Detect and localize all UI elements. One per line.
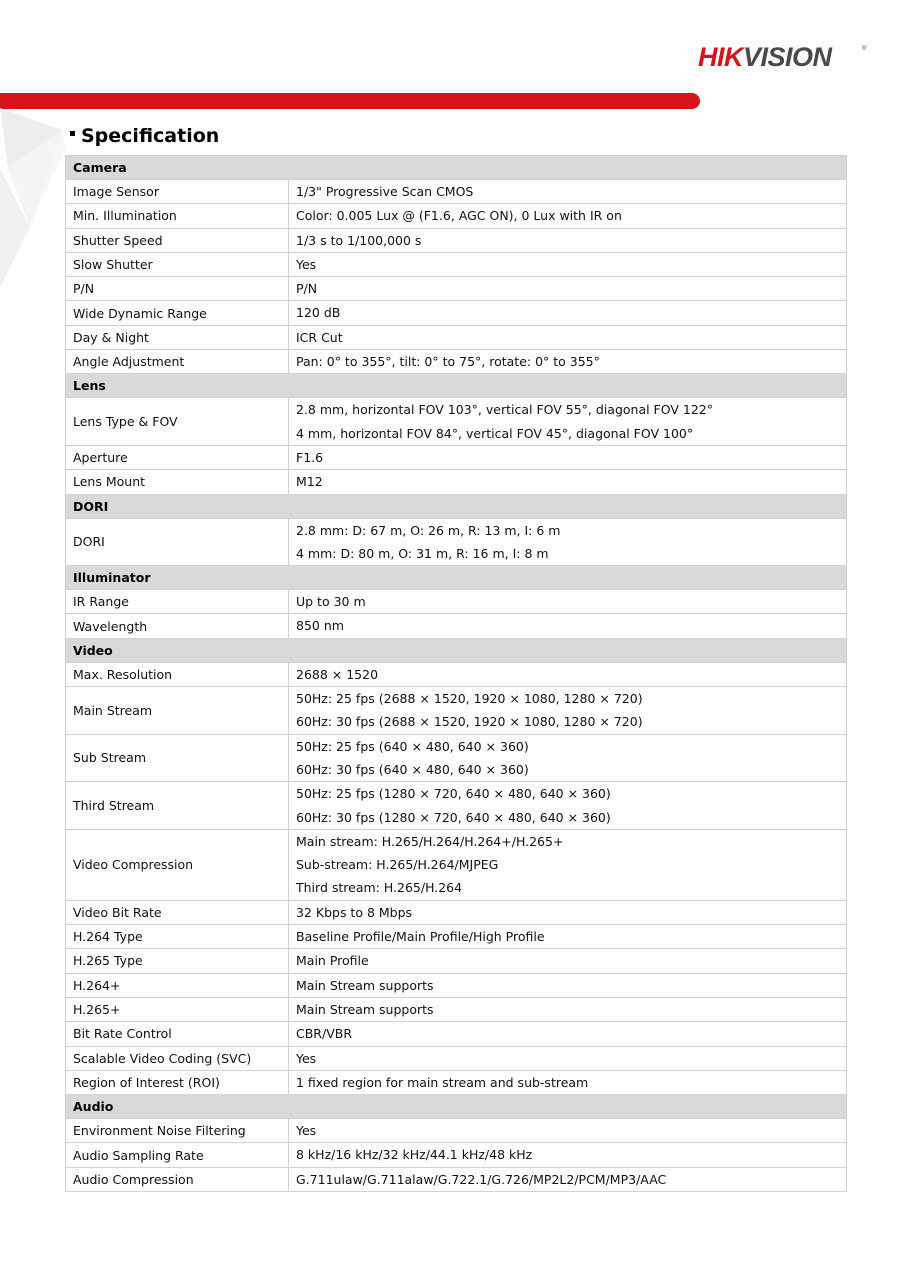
spec-row (66, 228, 847, 252)
spec-row (66, 662, 847, 686)
group-header: DORI (66, 494, 847, 518)
spec-value (289, 973, 847, 997)
spec-value (289, 518, 847, 566)
spec-value (289, 204, 847, 228)
spec-value (289, 614, 847, 638)
spec-label: Min. Illumination (66, 204, 289, 228)
spec-value-line: P/N (296, 281, 318, 297)
group-header: Camera (66, 156, 847, 180)
spec-label: Max. Resolution (66, 662, 289, 686)
spec-label: DORI (66, 518, 289, 566)
spec-row (66, 1119, 847, 1143)
spec-row (66, 1022, 847, 1046)
spec-value-line: 4 mm, horizontal FOV 84°, vertical FOV 45°, diagonal FOV 100° (296, 425, 694, 441)
spec-row (66, 973, 847, 997)
spec-value-line: 2.8 mm: D: 67 m, O: 26 m, R: 13 m, I: 6 m (296, 522, 561, 538)
spec-row (66, 997, 847, 1021)
spec-label: Main Stream (66, 687, 289, 735)
spec-value-line: G.711ulaw/G.711alaw/G.722.1/G.726/MP2L2/PCM/MP3/AAC (296, 1171, 667, 1187)
group-header-row (66, 566, 847, 590)
spec-value-line: Main stream: H.265/H.264/H.264+/H.265+ (296, 833, 564, 849)
spec-value-line: 1/3 s to 1/100,000 s (296, 232, 422, 248)
spec-value-line: 60Hz: 30 fps (2688 × 1520, 1920 × 1080, 1280 × 720) (296, 714, 643, 730)
spec-value-line: Up to 30 m (296, 594, 366, 610)
spec-label: Image Sensor (66, 180, 289, 204)
spec-value (289, 925, 847, 949)
spec-label: Angle Adjustment (66, 350, 289, 374)
spec-label: Scalable Video Coding (SVC) (66, 1046, 289, 1070)
spec-value-line: 120 dB (296, 305, 341, 321)
spec-value-line: 60Hz: 30 fps (1280 × 720, 640 × 480, 640 × 360) (296, 809, 611, 825)
spec-value (289, 1022, 847, 1046)
spec-row (66, 518, 847, 566)
spec-value-line: Yes (296, 1123, 317, 1139)
spec-row (66, 1143, 847, 1167)
group-header-row (66, 374, 847, 398)
spec-value-line: 50Hz: 25 fps (2688 × 1520, 1920 × 1080, 1280 × 720) (296, 691, 643, 707)
spec-value (289, 180, 847, 204)
spec-label: Wide Dynamic Range (66, 301, 289, 325)
spec-label: Third Stream (66, 782, 289, 830)
spec-row (66, 252, 847, 276)
spec-value-line: 1/3" Progressive Scan CMOS (296, 184, 474, 199)
spec-value (289, 398, 847, 446)
spec-value (289, 350, 847, 374)
svg-text:®: ® (862, 46, 867, 52)
spec-value-line: ICR Cut (296, 329, 343, 345)
spec-value (289, 252, 847, 276)
spec-row (66, 1070, 847, 1094)
spec-label: Lens Type & FOV (66, 398, 289, 446)
spec-row (66, 782, 847, 830)
spec-label: Lens Mount (66, 470, 289, 494)
spec-value-line: M12 (296, 474, 323, 490)
spec-value-line: 50Hz: 25 fps (640 × 480, 640 × 360) (296, 738, 529, 754)
spec-value (289, 1167, 847, 1191)
spec-value (289, 662, 847, 686)
spec-value-line: 4 mm: D: 80 m, O: 31 m, R: 16 m, I: 8 m (296, 545, 549, 561)
spec-label: Sub Stream (66, 734, 289, 782)
spec-row (66, 949, 847, 973)
spec-row (66, 277, 847, 301)
spec-label: Slow Shutter (66, 252, 289, 276)
spec-row (66, 900, 847, 924)
spec-row (66, 470, 847, 494)
spec-value-line: 2688 × 1520 (296, 666, 379, 682)
group-header: Video (66, 638, 847, 662)
spec-value-line: Main Stream supports (296, 977, 434, 993)
spec-row (66, 325, 847, 349)
spec-label: Video Bit Rate (66, 900, 289, 924)
spec-value-line: Pan: 0° to 355°, tilt: 0° to 75°, rotate: 0° to 355° (296, 354, 600, 370)
section-title (70, 122, 219, 150)
group-header-row (66, 494, 847, 518)
spec-value-line: Yes (296, 256, 317, 272)
spec-value-line: 50Hz: 25 fps (1280 × 720, 640 × 480, 640 × 360) (296, 786, 611, 802)
spec-row (66, 829, 847, 900)
spec-value-line: 8 kHz/16 kHz/32 kHz/44.1 kHz/48 kHz (296, 1147, 533, 1163)
svg-text:HIKVISION: HIKVISION (698, 42, 832, 72)
spec-label: Wavelength (66, 614, 289, 638)
spec-value-line: Third stream: H.265/H.264 (296, 880, 463, 896)
spec-label: Audio Sampling Rate (66, 1143, 289, 1167)
spec-value-line: Yes (296, 1050, 317, 1066)
spec-label: P/N (66, 277, 289, 301)
spec-value-line: 850 nm (296, 618, 344, 634)
spec-label: Shutter Speed (66, 228, 289, 252)
spec-value-line: F1.6 (296, 449, 324, 465)
spec-label: H.265 Type (66, 949, 289, 973)
spec-value-line: Main Profile (296, 953, 369, 969)
spec-row (66, 445, 847, 469)
spec-value-line: 1 fixed region for main stream and sub-stream (296, 1074, 589, 1090)
spec-value (289, 277, 847, 301)
group-header-row (66, 1095, 847, 1119)
spec-row (66, 1046, 847, 1070)
spec-value-line: Main Stream supports (296, 1001, 434, 1017)
spec-row (66, 301, 847, 325)
spec-value-line: 60Hz: 30 fps (640 × 480, 640 × 360) (296, 761, 529, 777)
spec-row (66, 350, 847, 374)
group-header: Illuminator (66, 566, 847, 590)
spec-row (66, 180, 847, 204)
section-title-text: Specification (81, 125, 220, 147)
spec-value (289, 1143, 847, 1167)
group-header-row (66, 156, 847, 180)
bullet-icon (70, 131, 75, 136)
spec-value (289, 301, 847, 325)
spec-label: Aperture (66, 445, 289, 469)
group-header: Lens (66, 374, 847, 398)
spec-value (289, 470, 847, 494)
spec-value (289, 445, 847, 469)
spec-value (289, 1046, 847, 1070)
spec-label: Bit Rate Control (66, 1022, 289, 1046)
watermark-graphic (0, 108, 70, 308)
group-header-row (66, 638, 847, 662)
group-header: Audio (66, 1095, 847, 1119)
spec-row (66, 687, 847, 735)
spec-label: Environment Noise Filtering (66, 1119, 289, 1143)
spec-value-line: Sub-stream: H.265/H.264/MJPEG (296, 857, 499, 873)
specification-table (65, 155, 847, 1192)
hikvision-logo (698, 40, 868, 72)
spec-value-line: 2.8 mm, horizontal FOV 103°, vertical FOV 55°, diagonal FOV 122° (296, 402, 713, 418)
spec-label: Audio Compression (66, 1167, 289, 1191)
spec-label: Region of Interest (ROI) (66, 1070, 289, 1094)
spec-value (289, 900, 847, 924)
spec-value-line: Color: 0.005 Lux @ (F1.6, AGC ON), 0 Lux with IR on (296, 208, 622, 224)
spec-label: H.264 Type (66, 925, 289, 949)
spec-value (289, 782, 847, 830)
spec-row (66, 590, 847, 614)
header-red-bar (0, 93, 700, 109)
spec-label: Day & Night (66, 325, 289, 349)
spec-value (289, 829, 847, 900)
spec-row (66, 925, 847, 949)
spec-label: IR Range (66, 590, 289, 614)
spec-value (289, 997, 847, 1021)
spec-value (289, 687, 847, 735)
spec-label: Video Compression (66, 829, 289, 900)
spec-value (289, 590, 847, 614)
spec-value (289, 734, 847, 782)
spec-value (289, 228, 847, 252)
spec-value-line: Baseline Profile/Main Profile/High Profile (296, 929, 545, 945)
spec-value-line: CBR/VBR (296, 1026, 353, 1042)
spec-value (289, 949, 847, 973)
spec-row (66, 1167, 847, 1191)
spec-row (66, 398, 847, 446)
spec-value (289, 1070, 847, 1094)
spec-label: H.265+ (66, 997, 289, 1021)
spec-row (66, 734, 847, 782)
spec-value (289, 325, 847, 349)
spec-value-line: 32 Kbps to 8 Mbps (296, 904, 413, 920)
spec-row (66, 204, 847, 228)
spec-label: H.264+ (66, 973, 289, 997)
spec-row (66, 614, 847, 638)
spec-value (289, 1119, 847, 1143)
